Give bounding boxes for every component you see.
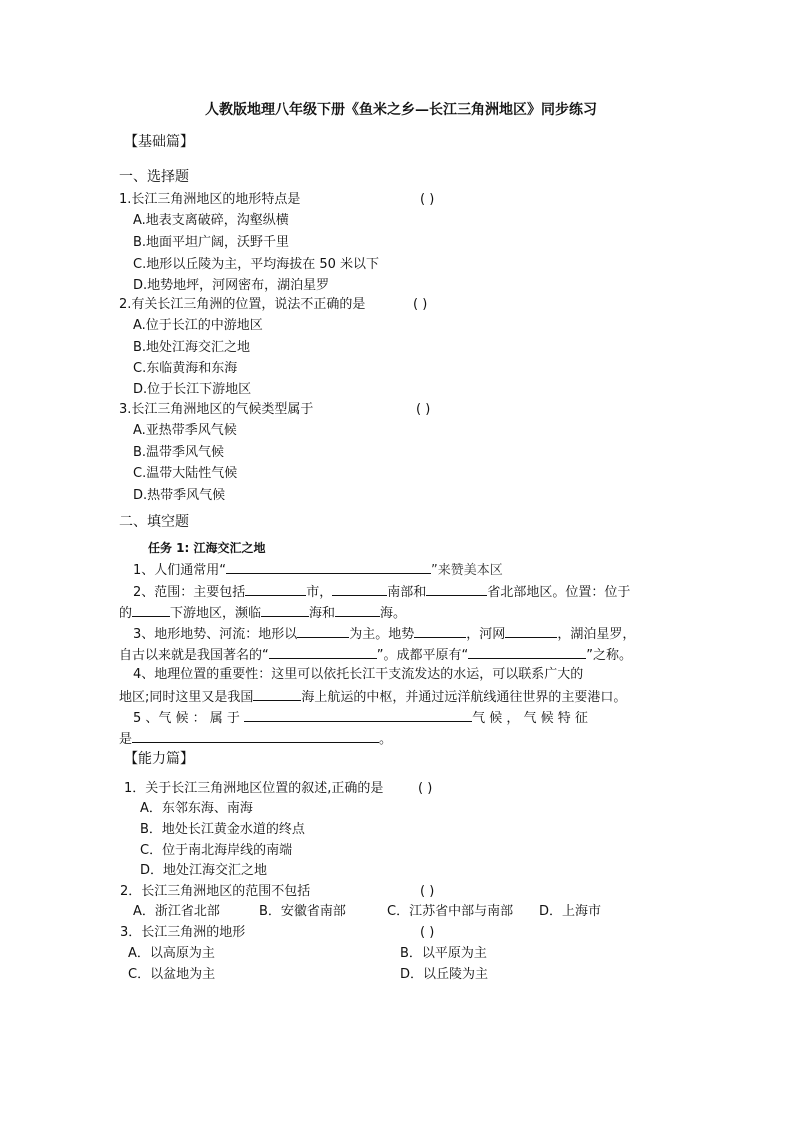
fill-line-8: 5 、气 候 ： 属 于 气 候 ， 气 候 特 征 (133, 708, 588, 728)
fill-blank-1[interactable] (226, 560, 431, 574)
ability-question-2-option-a: A．浙江省北部 (133, 904, 220, 919)
question-2-option-d: D.位于长江下游地区 (133, 382, 252, 397)
question-2-option-a: A.位于长江的中游地区 (133, 318, 263, 333)
ability-question-1-option-c: C．位于南北海岸线的南端 (140, 843, 293, 858)
question-3-option-a: A.亚热带季风气候 (133, 423, 237, 438)
ability-question-2-option-c: C．江苏省中部与南部 (387, 904, 514, 919)
fill-blank-4c[interactable] (505, 624, 557, 638)
fill-blank-2a[interactable] (245, 582, 306, 596)
fill-blank-5b[interactable] (468, 645, 586, 659)
question-1-stem: 1.长江三角洲地区的地形特点是 (119, 192, 301, 207)
ability-question-3-option-b: B．以平原为主 (400, 946, 487, 961)
fill-blank-2c[interactable] (426, 582, 487, 596)
ability-question-1-option-a: A．东邻东海、南海 (140, 801, 253, 816)
ability-question-1-option-d: D．地处江海交汇之地 (140, 863, 268, 878)
question-3-option-d: D.热带季风气候 (133, 488, 226, 503)
ability-question-2-stem: 2．长江三角洲地区的范围不包括 (120, 884, 311, 899)
question-3-answer-paren: ( ) (416, 402, 431, 417)
question-1-option-a: A.地表支离破碎，沟壑纵横 (133, 213, 289, 228)
question-1-option-d: D.地势地坪，河网密布，湖泊星罗 (133, 278, 330, 293)
ability-section-header: 【能力篇】 (124, 751, 194, 767)
question-1-option-c: C.地形以丘陵为主，平均海拔在 50 米以下 (133, 257, 380, 272)
question-2-answer-paren: ( ) (413, 297, 428, 312)
question-3-stem: 3.长江三角洲地区的气候类型属于 (119, 402, 314, 417)
choice-section-header: 一、选择题 (119, 169, 189, 185)
question-3-option-b: B.温带季风气候 (133, 445, 225, 460)
ability-question-3-stem: 3．长江三角洲的地形 (120, 925, 246, 940)
fill-blank-4a[interactable] (297, 624, 349, 638)
fill-line-7: 地区;同时这里又是我国 海上航运的中枢，并通过远洋航线通往世界的主要港口。 (119, 687, 626, 707)
fill-line-6: 4、地理位置的重要性：这里可以依托长江干支流发达的水运，可以联系广大的 (133, 667, 584, 682)
fill-blank-3c[interactable] (335, 603, 380, 617)
ability-question-1-option-b: B．地处长江黄金水道的终点 (140, 822, 305, 837)
question-3-option-c: C.温带大陆性气候 (133, 466, 238, 481)
fill-blank-5a[interactable] (269, 645, 377, 659)
fill-blank-3b[interactable] (261, 603, 309, 617)
question-2-option-c: C.东临黄海和东海 (133, 361, 238, 376)
ability-question-2-answer-paren: ( ) (420, 884, 435, 899)
fill-blank-3a[interactable] (132, 603, 170, 617)
fill-line-9: 是 。 (119, 729, 392, 749)
fill-blank-4b[interactable] (414, 624, 466, 638)
question-2-option-b: B.地处江海交汇之地 (133, 340, 251, 355)
fill-line-3: 的 下游地区，濒临 海和 海。 (119, 603, 406, 623)
fill-line-2: 2、范围：主要包括 市， 南部和 省北部地区。位置：位于 (133, 582, 630, 602)
fill-line-5: 自古以来就是我国著名的“ ”。成都平原有“ ”之称。 (119, 645, 632, 665)
fill-line-1: 1、人们通常用“ ”来赞美本区 (133, 560, 503, 580)
question-1-answer-paren: ( ) (420, 192, 435, 207)
fill-line-4: 3、地形地势、河流：地形以 为主。地势 ，河网 ，湖泊星罗， (133, 624, 635, 644)
ability-question-3-answer-paren: ( ) (420, 925, 435, 940)
ability-question-1-stem: 1．关于长江三角洲地区位置的叙述,正确的是 (124, 781, 384, 796)
basic-section-header: 【基础篇】 (124, 134, 194, 150)
fill-blank-2b[interactable] (332, 582, 387, 596)
fill-blank-7[interactable] (253, 687, 301, 701)
ability-question-2-option-d: D．上海市 (539, 904, 602, 919)
page-title: 人教版地理八年级下册《鱼米之乡—长江三角洲地区》同步练习 (205, 102, 597, 118)
question-2-stem: 2.有关长江三角洲的位置，说法不正确的是 (119, 297, 366, 312)
fill-blank-8[interactable] (244, 708, 472, 722)
ability-question-3-option-c: C．以盆地为主 (128, 967, 216, 982)
question-1-option-b: B.地面平坦广阔，沃野千里 (133, 235, 290, 250)
ability-question-3-option-d: D．以丘陵为主 (400, 967, 489, 982)
fill-section-header: 二、填空题 (119, 514, 189, 530)
fill-blank-9[interactable] (132, 729, 379, 743)
ability-question-2-option-b: B．安徽省南部 (259, 904, 346, 919)
task-1-title: 任务 1: 江海交汇之地 (148, 541, 266, 555)
ability-question-3-option-a: A．以高原为主 (128, 946, 215, 961)
ability-question-1-answer-paren: ( ) (418, 781, 433, 796)
